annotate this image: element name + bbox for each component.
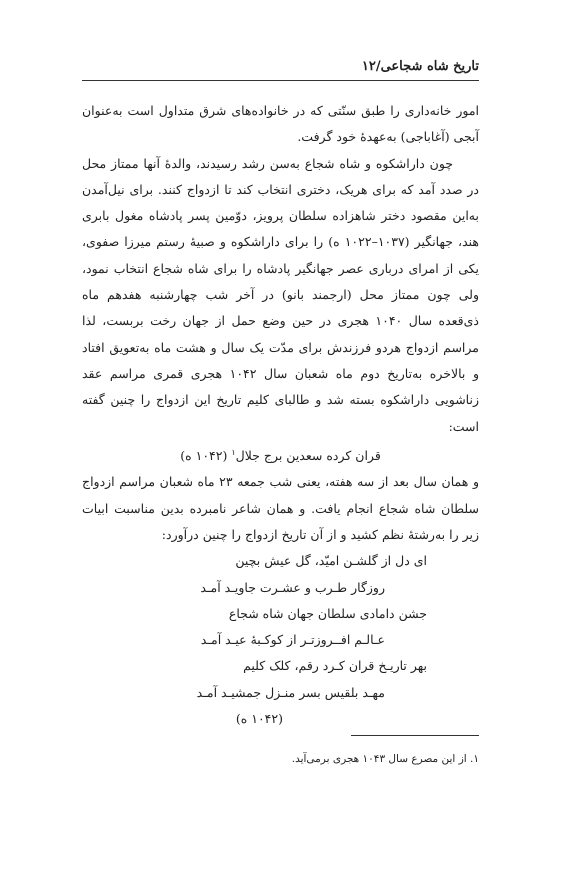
paragraph-1: امور خانه‌داری را طبق سنّتی که در خانواده‌های شرق متداول است به‌عنوان آبجی (آغاباجی) به‌عهدۀ خود گرفت. (82, 103, 479, 145)
footnote-ref: ۱ (231, 447, 236, 457)
verse-date: (۱۰۴۲ ه) (180, 448, 228, 464)
paragraph-2: چون داراشکوه و شاه شجاع به‌سن رشد رسیدند، والدۀ آنها ممتاز محل در صدد آمد که برای هریک، دختری انتخاب کند تا ازدواج کنند. برای نیل‌آمدن به‌این مقصود دختر شاهزاده سلطان پرویز، دوّمین پسر پادشاه مغول بابری هند، جهانگیر (۱۰۳۷–۱۰۲۲ ه) را برای داراشکوه و صبیۀ رستم میرزا صفوی، یکی از امرای درباری عصر جهانگیر پادشاه را برای شاه شجاع انتخاب نمود، ولی چون ممتاز محل (ارجمند بانو) در آخر شب چهارشنبه هفدهم ماه ذی‌قعده سال ۱۰۴۰ هجری در حین وضع حمل از جهان رخت بربست، لذا مراسم ازدواج هردو فرزندش برای مدّت یک سال و هشت ماه به‌تعویق افتاد و بالاخره به‌تاریخ دوم ماه شعبان سال ۱۰۴۲ هجری قمری مراسم عقد زناشویی داراشکوه بسته شد و طالبای کلیم تاریخ این ازدواج را چنین گفته است: (82, 155, 479, 434)
poem-line: ای دل از گلشـن امیّد، گل عیش بچین (235, 553, 427, 569)
poem-line: جشن دامادی سلطان جهان شاه شجاع (228, 605, 427, 621)
main-text (82, 98, 479, 732)
poem-line: روزگار طـرب و عشـرت جاویـد آمـد (200, 579, 385, 595)
paragraph-3: و همان سال بعد از سه هفته، یعنی شب جمعه ۲۳ ماه شعبان مراسم ازدواج سلطان شاه شجاع انجام یافت. و همان شاعر نامبرده بدین مناسبت ابیات زیر را به‌رشتۀ نظم کشید و از آن تاریخ ازدواج را چنین درآورد: (82, 474, 479, 542)
poem-line: عـالـم افــروزتـر از کوکـبۀ عیـد آمـد (200, 632, 385, 648)
poem-line: مهـد بلقیس بسر منـزل جمشیـد آمـد (196, 684, 385, 700)
running-header: تاریخ شاه شجاعی/۱۲ (361, 59, 479, 74)
footnote: ۱. از این مصرع سال ۱۰۴۳ هجری برمی‌آید. (291, 753, 479, 765)
verse-line-1 (82, 440, 479, 469)
header-rule (82, 80, 479, 81)
verse-text: قران کرده سعدین برج جلال (235, 448, 381, 464)
poem-line: بهر تاریـخ قران کـرد رقم، کلک کلیم (243, 658, 427, 674)
footnote-rule (351, 735, 479, 736)
poem-date: (۱۰۴۲ ه) (235, 710, 283, 726)
poem (82, 548, 479, 732)
